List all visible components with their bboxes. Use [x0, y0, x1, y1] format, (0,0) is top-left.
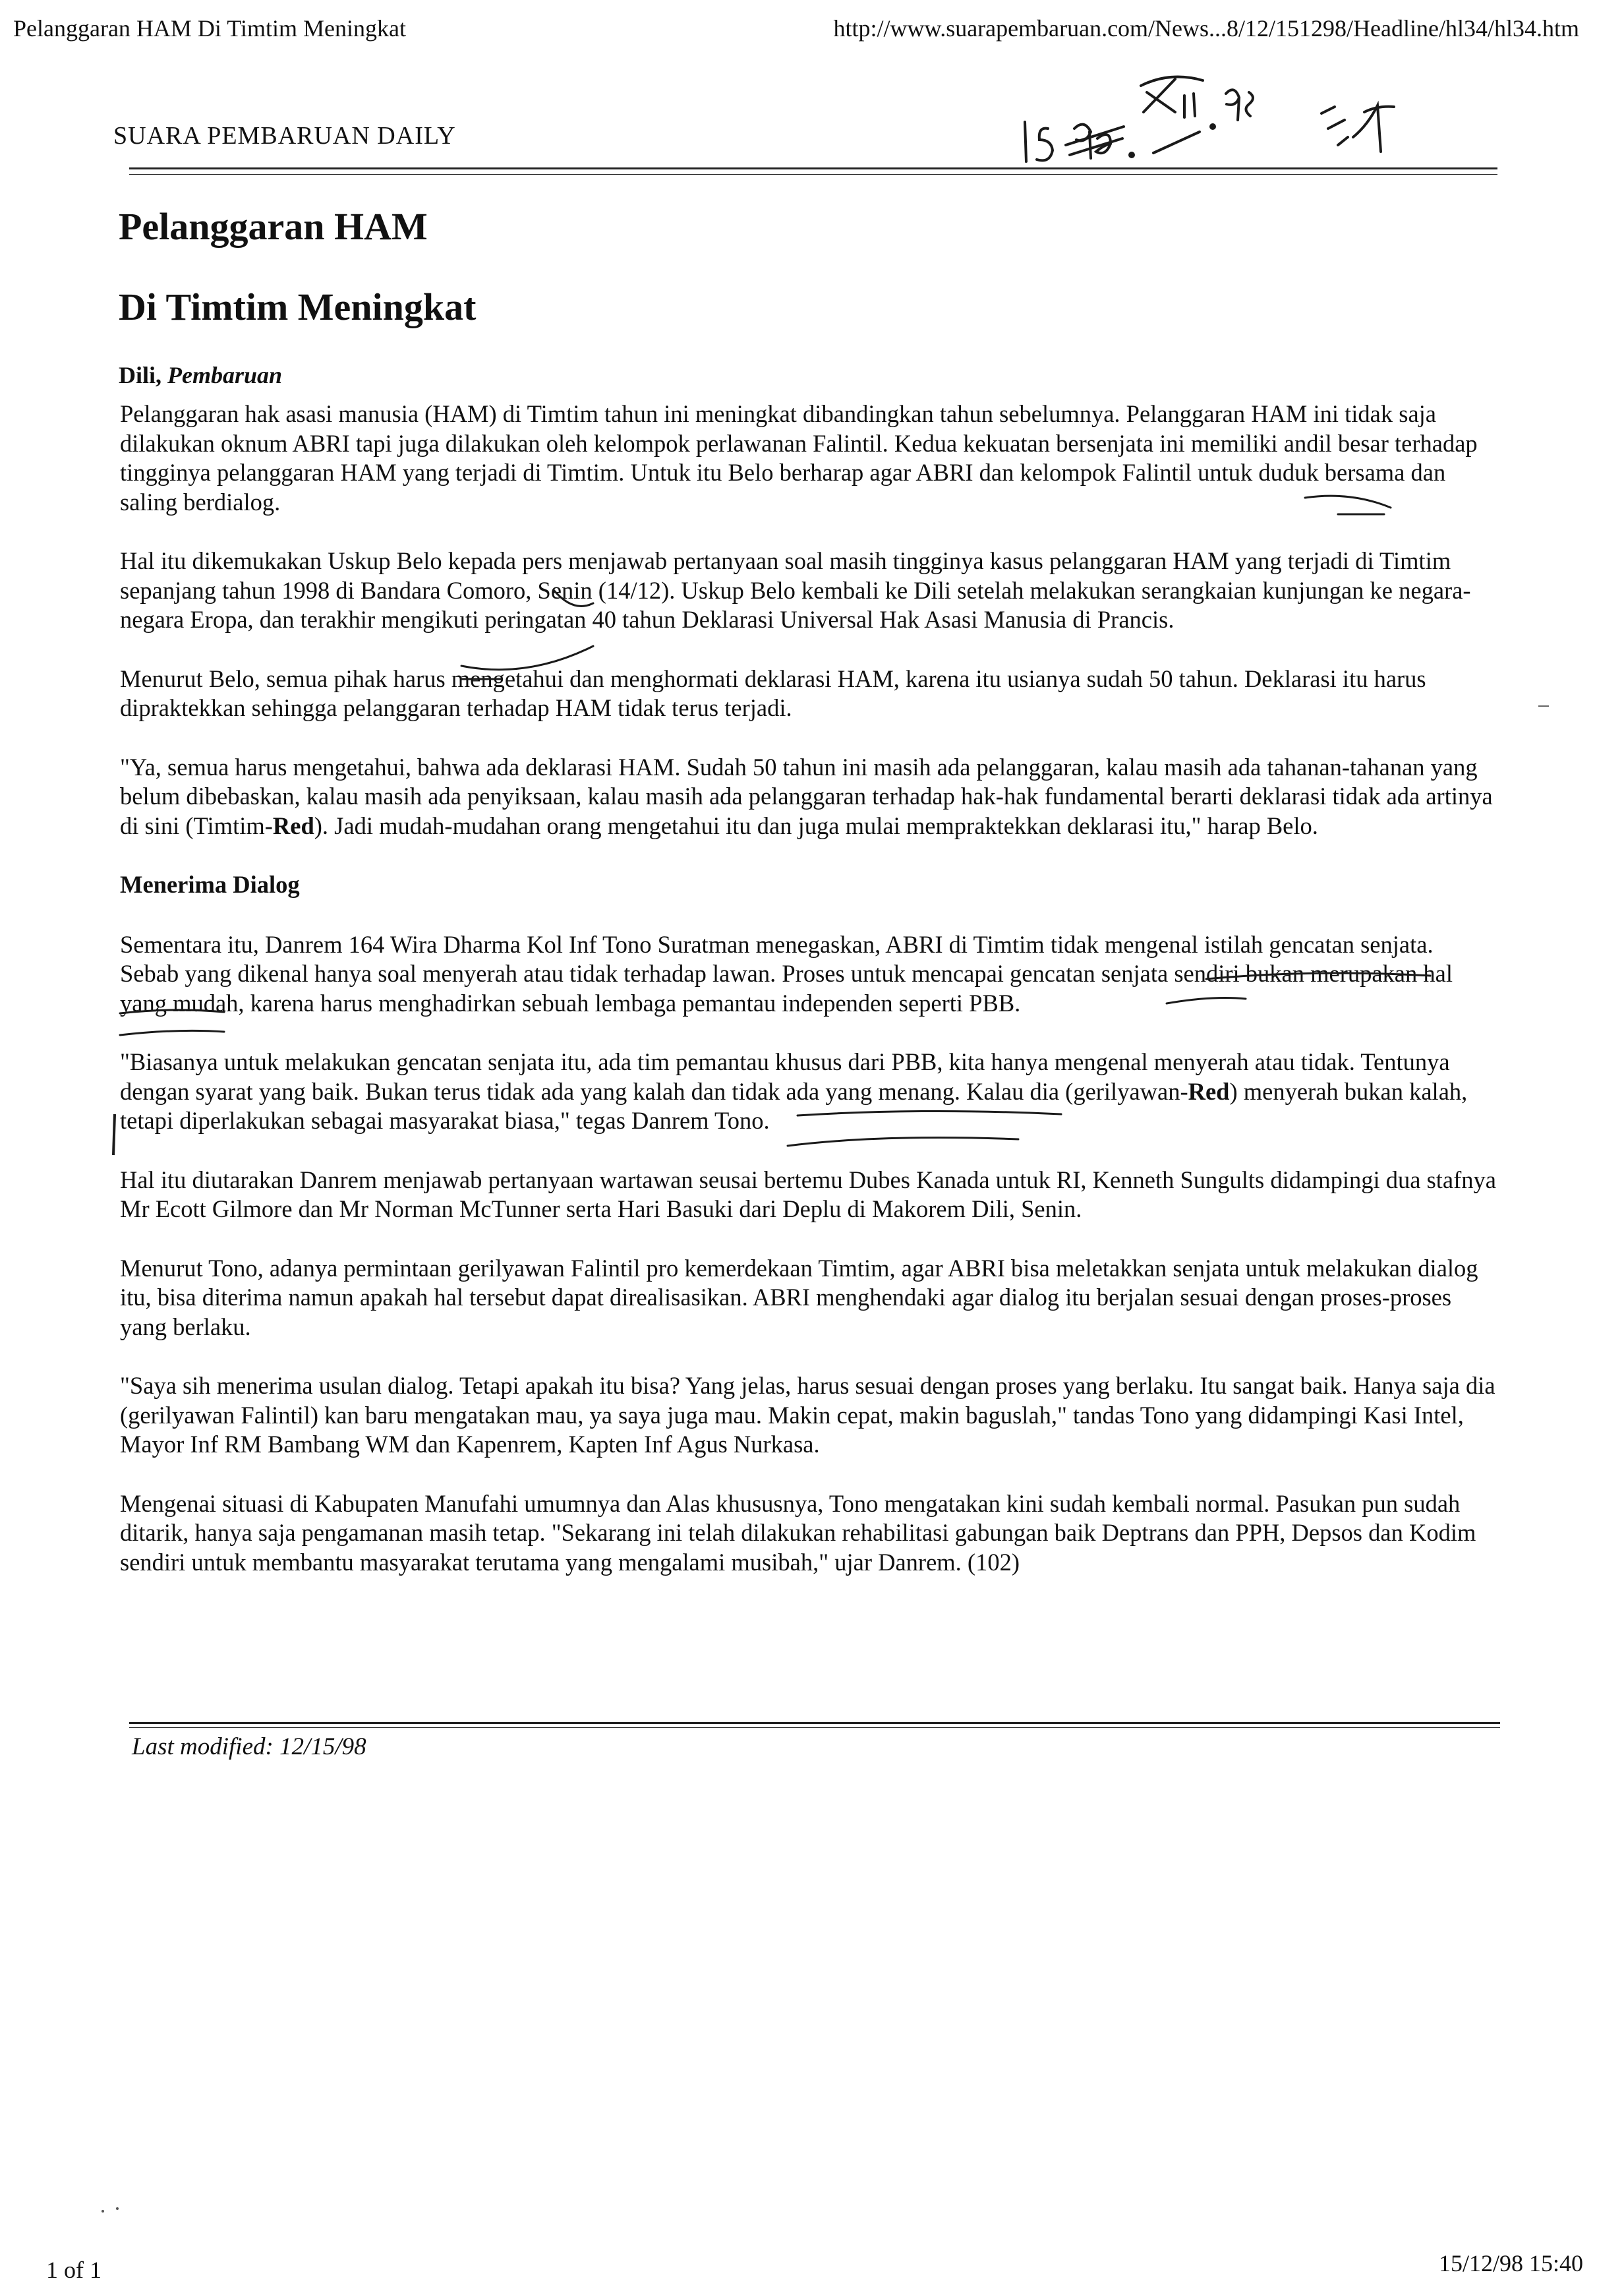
article-paragraph-1: Pelanggaran hak asasi manusia (HAM) di Timtim tahun ini meningkat dibandingkan tahun sebelumnya. Pelanggaran HAM ini tidak saja dilakukan oknum ABRI tapi juga dilakukan oleh kelompok perlawanan Falintil. Kedua kekuatan bersenjata ini memiliki andil besar terhadap tingginya pelanggaran HAM yang terjadi di Timtim. Untuk itu Belo berharap agar ABRI dan kelompok Falintil untuk duduk bersama dan saling berdialog.: [120, 400, 1478, 516]
article-paragraph-4: [120, 753, 1497, 841]
dateline-place: Dili,: [119, 362, 162, 388]
paragraph-6-bold: Red: [1188, 1077, 1230, 1105]
page-count: 1 of 1: [46, 2257, 102, 2283]
masthead-rule: [129, 167, 1497, 169]
article-subheading: Menerima Dialog: [120, 871, 300, 898]
dateline-source: Pembaruan: [167, 362, 283, 388]
stray-pen-mark: [1537, 700, 1550, 705]
article-paragraph-6: [120, 1048, 1497, 1136]
masthead: SUARA PEMBARUAN DAILY: [113, 122, 456, 150]
article-paragraph-3: Menurut Belo, semua pihak harus mengetahui dan menghormati deklarasi HAM, karena itu usianya sudah 50 tahun. Deklarasi itu harus dipraktekkan sehingga pelanggaran terhadap HAM tidak terus terjadi.: [120, 665, 1426, 721]
print-header-url[interactable]: http://www.suarapembaruan.com/News...8/12/151298/Headline/hl34/hl34.htm: [833, 15, 1579, 42]
article-paragraph-9: "Saya sih menerima usulan dialog. Tetapi apakah itu bisa? Yang jelas, harus sesuai dengan proses yang berlaku. Itu sangat baik. Hanya saja dia (gerilyawan Falintil) kan baru mengatakan mau, ya saya juga mau. Makin cepat, makin baguslah," tandas Tono yang didampingi Kasi Intel, Mayor Inf RM Bambang WM dan Kapenrem, Kapten Inf Agus Nurkasa.: [120, 1372, 1495, 1458]
paragraph-6-text-end: ) menyerah bukan kalah, tetapi diperlakukan sebagai masyarakat biasa," tegas Danrem Tono.: [120, 1077, 1468, 1134]
paragraph-4-text: "Ya, semua harus mengetahui, bahwa ada deklarasi HAM. Sudah 50 tahun ini masih ada pelanggaran, kalau masih ada tahanan-tahanan yang belum dibebaskan, kalau masih ada penyiksaan, kalau masih ada pelanggaran terhadap hak-hak fundamental berarti deklarasi tidak ada artinya di sini (Timtim-: [120, 753, 1493, 839]
footer-rule-thin: [129, 1727, 1500, 1728]
article-body: [120, 400, 1497, 1607]
paragraph-6-text: "Biasanya untuk melakukan gencatan senjata itu, ada tim pemantau khusus dari PBB, kita hanya mengenal menyerah atau tidak. Tentunya dengan syarat yang baik. Bukan terus tidak ada yang kalah dan tidak ada yang menang. Kalau dia (gerilyawan-: [120, 1048, 1450, 1105]
paragraph-4-bold: Red: [272, 812, 314, 839]
headline-line-2: Di Timtim Meningkat: [119, 285, 477, 328]
article-paragraph-8: Menurut Tono, adanya permintaan gerilyawan Falintil pro kemerdekaan Timtim, agar ABRI bisa meletakkan senjata untuk melakukan dialog itu, bisa diterima namun apakah hal tersebut dapat direalisasikan. ABRI menghendaki agar dialog itu berjalan sesuai dengan proses-proses yang berlaku.: [120, 1254, 1478, 1340]
headline-line-1: Pelanggaran HAM: [119, 205, 428, 248]
masthead-rule-thin: [129, 174, 1497, 175]
article-paragraph-7: Hal itu diutarakan Danrem menjawab pertanyaan wartawan seusai bertemu Dubes Kanada untuk RI, Kenneth Sungults didampingi dua stafnya Mr Ecott Gilmore dan Mr Norman McTunner serta Hari Basuki dari Deplu di Makorem Dili, Senin.: [120, 1166, 1496, 1222]
article-paragraph-10: Mengenai situasi di Kabupaten Manufahi umumnya dan Alas khususnya, Tono mengatakan kini sudah kembali normal. Pasukan pun sudah ditarik, hanya saja pengamanan masih tetap. "Sekarang ini telah dilakukan rehabilitasi gabungan baik Deptrans dan PPH, Depsos dan Kodim sendiri untuk membantu masyarakat terutama yang mengalami musibah," ujar Danrem. (102): [120, 1489, 1476, 1576]
margin-pen-mark: [109, 1112, 120, 1158]
handwritten-date-note: [1012, 66, 1486, 171]
dateline: [119, 361, 282, 389]
footer-rule: [129, 1722, 1500, 1724]
print-timestamp: 15/12/98 15:40: [1438, 2250, 1583, 2276]
last-modified: Last modified: 12/15/98: [132, 1733, 366, 1760]
article-paragraph-5: Sementara itu, Danrem 164 Wira Dharma Kol Inf Tono Suratman menegaskan, ABRI di Timtim tidak mengenal istilah gencatan senjata. Sebab yang dikenal hanya soal menyerah atau tidak terhadap lawan. Proses untuk mencapai gencatan senjata sendiri bukan merupakan hal yang mudah, karena harus menghadirkan sebuah lembaga pemantau independen seperti PBB.: [120, 930, 1453, 1017]
article-paragraph-2: Hal itu dikemukakan Uskup Belo kepada pers menjawab pertanyaan soal masih tingginya kasus pelanggaran HAM yang terjadi di Timtim sepanjang tahun 1998 di Bandara Comoro, Senin (14/12). Uskup Belo kembali ke Dili setelah melakukan serangkaian kunjungan ke negara-negara Eropa, dan terakhir mengikuti peringatan 40 tahun Deklarasi Universal Hak Asasi Manusia di Prancis.: [120, 547, 1471, 633]
stray-dots: [99, 2205, 125, 2224]
paragraph-4-text-end: ). Jadi mudah-mudahan orang mengetahui itu dan juga mulai mempraktekkan deklarasi itu," harap Belo.: [314, 812, 1318, 839]
print-header-title: Pelanggaran HAM Di Timtim Meningkat: [13, 15, 406, 42]
